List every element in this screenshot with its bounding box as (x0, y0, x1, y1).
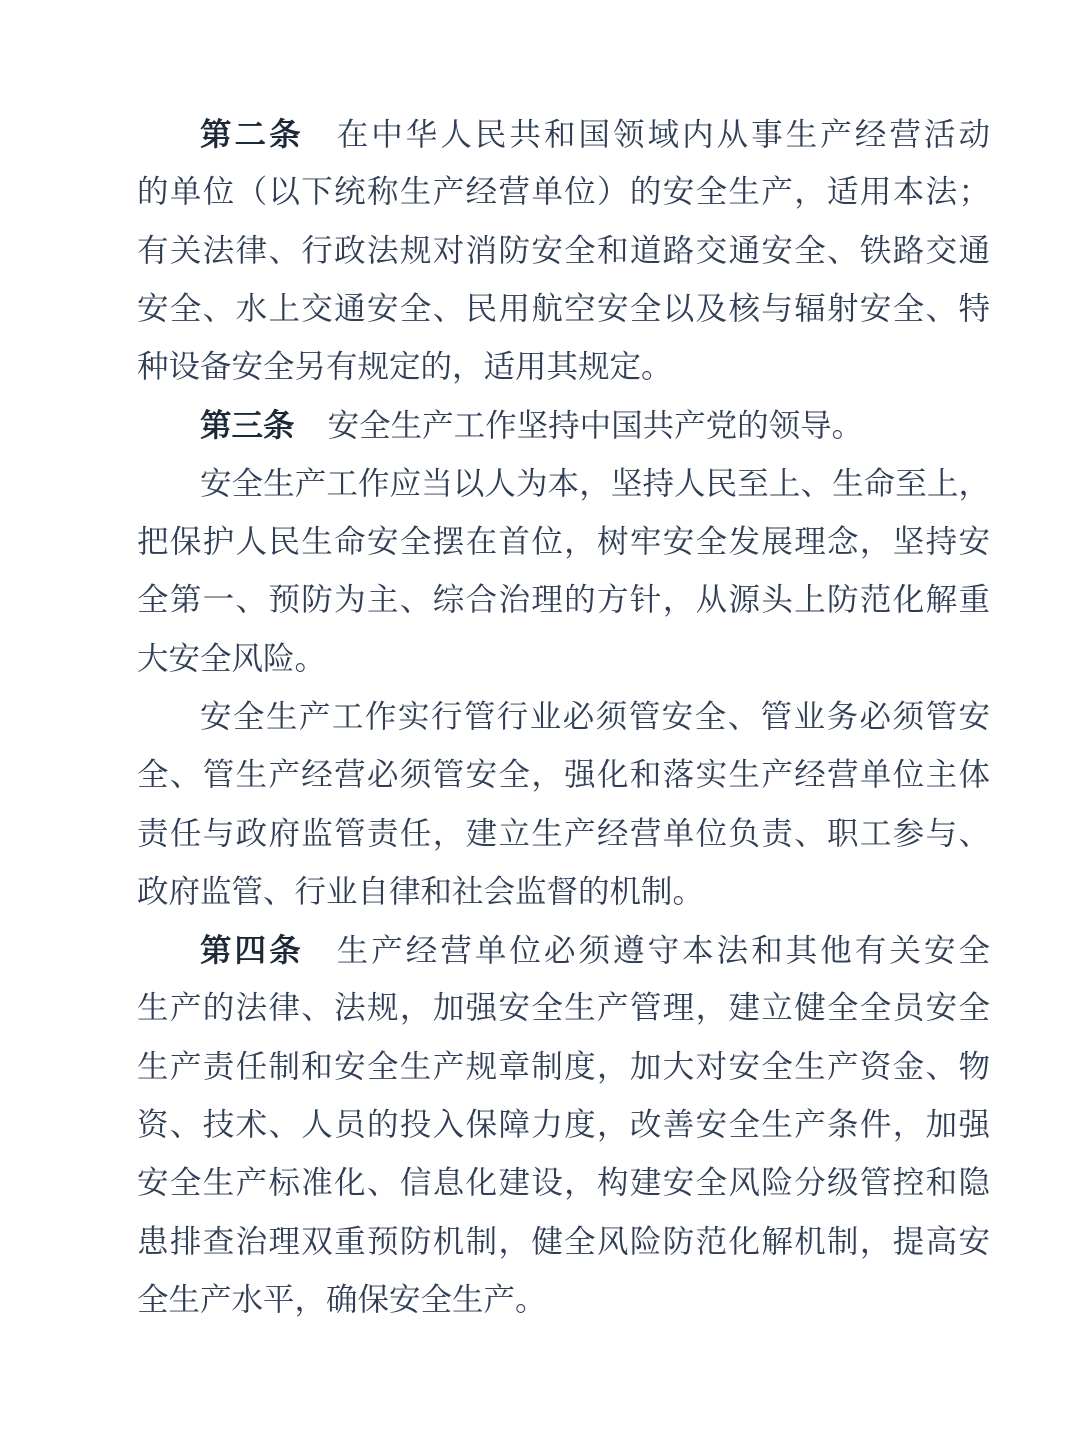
line-text: 在中华人民共和国领域内从事生产经营活动 (336, 117, 990, 152)
text-line: 有关法律、行政法规对消防安全和道路交通安全、铁路交通 (137, 232, 990, 268)
text-line: 安全生产工作实行管行业必须管安全、管业务必须管安 (200, 698, 990, 734)
text-line: 全生产水平，确保安全生产。 (137, 1281, 547, 1317)
text-line: 种设备安全另有规定的，适用其规定。 (137, 349, 673, 385)
paragraph-article-3-clause-2 (137, 455, 990, 688)
article-number: 第二条 (200, 116, 304, 152)
text-line: 安全、水上交通安全、民用航空安全以及核与辐射安全、特 (137, 290, 990, 326)
text-line: 患排查治理双重预防机制，健全风险防范化解机制，提高安 (137, 1223, 990, 1259)
article-number: 第四条 (200, 932, 304, 969)
text-line: 全、管生产经营必须管安全，强化和落实生产经营单位主体 (137, 757, 990, 793)
paragraph-article-2 (137, 105, 990, 396)
article-number: 第三条 (200, 407, 295, 444)
document-text-block (137, 105, 990, 1329)
text-line: 安全生产工作应当以人为本，坚持人民至上、生命至上， (200, 465, 990, 501)
line-text: 安全生产工作坚持中国共产党的领导。 (327, 408, 864, 444)
text-line: 全第一、预防为主、综合治理的方针，从源头上防范化解重 (137, 582, 990, 618)
text-line: 大安全风险。 (137, 640, 327, 676)
text-line (137, 105, 990, 163)
text-line (137, 921, 990, 979)
line-text: 生产经营单位必须遵守本法和其他有关安全 (336, 933, 990, 969)
text-line: 责任与政府监管责任，建立生产经营单位负责、职工参与、 (137, 815, 990, 851)
text-line: 资、技术、人员的投入保障力度，改善安全生产条件，加强 (137, 1107, 990, 1143)
paragraph-article-3-clause-3 (137, 688, 990, 921)
text-line: 生产责任制和安全生产规章制度，加大对安全生产资金、物 (137, 1048, 990, 1084)
text-line: 的单位（以下统称生产经营单位）的安全生产，适用本法； (137, 174, 990, 210)
text-line (137, 396, 990, 454)
paragraph-article-4 (137, 921, 990, 1329)
paragraph-article-3 (137, 396, 990, 454)
text-line: 生产的法律、法规，加强安全生产管理，建立健全全员安全 (137, 990, 990, 1026)
text-line: 安全生产标准化、信息化建设，构建安全风险分级管控和隐 (137, 1165, 990, 1201)
text-line: 把保护人民生命安全摆在首位，树牢安全发展理念，坚持安 (137, 524, 990, 560)
text-line: 政府监管、行业自律和社会监督的机制。 (137, 873, 705, 909)
